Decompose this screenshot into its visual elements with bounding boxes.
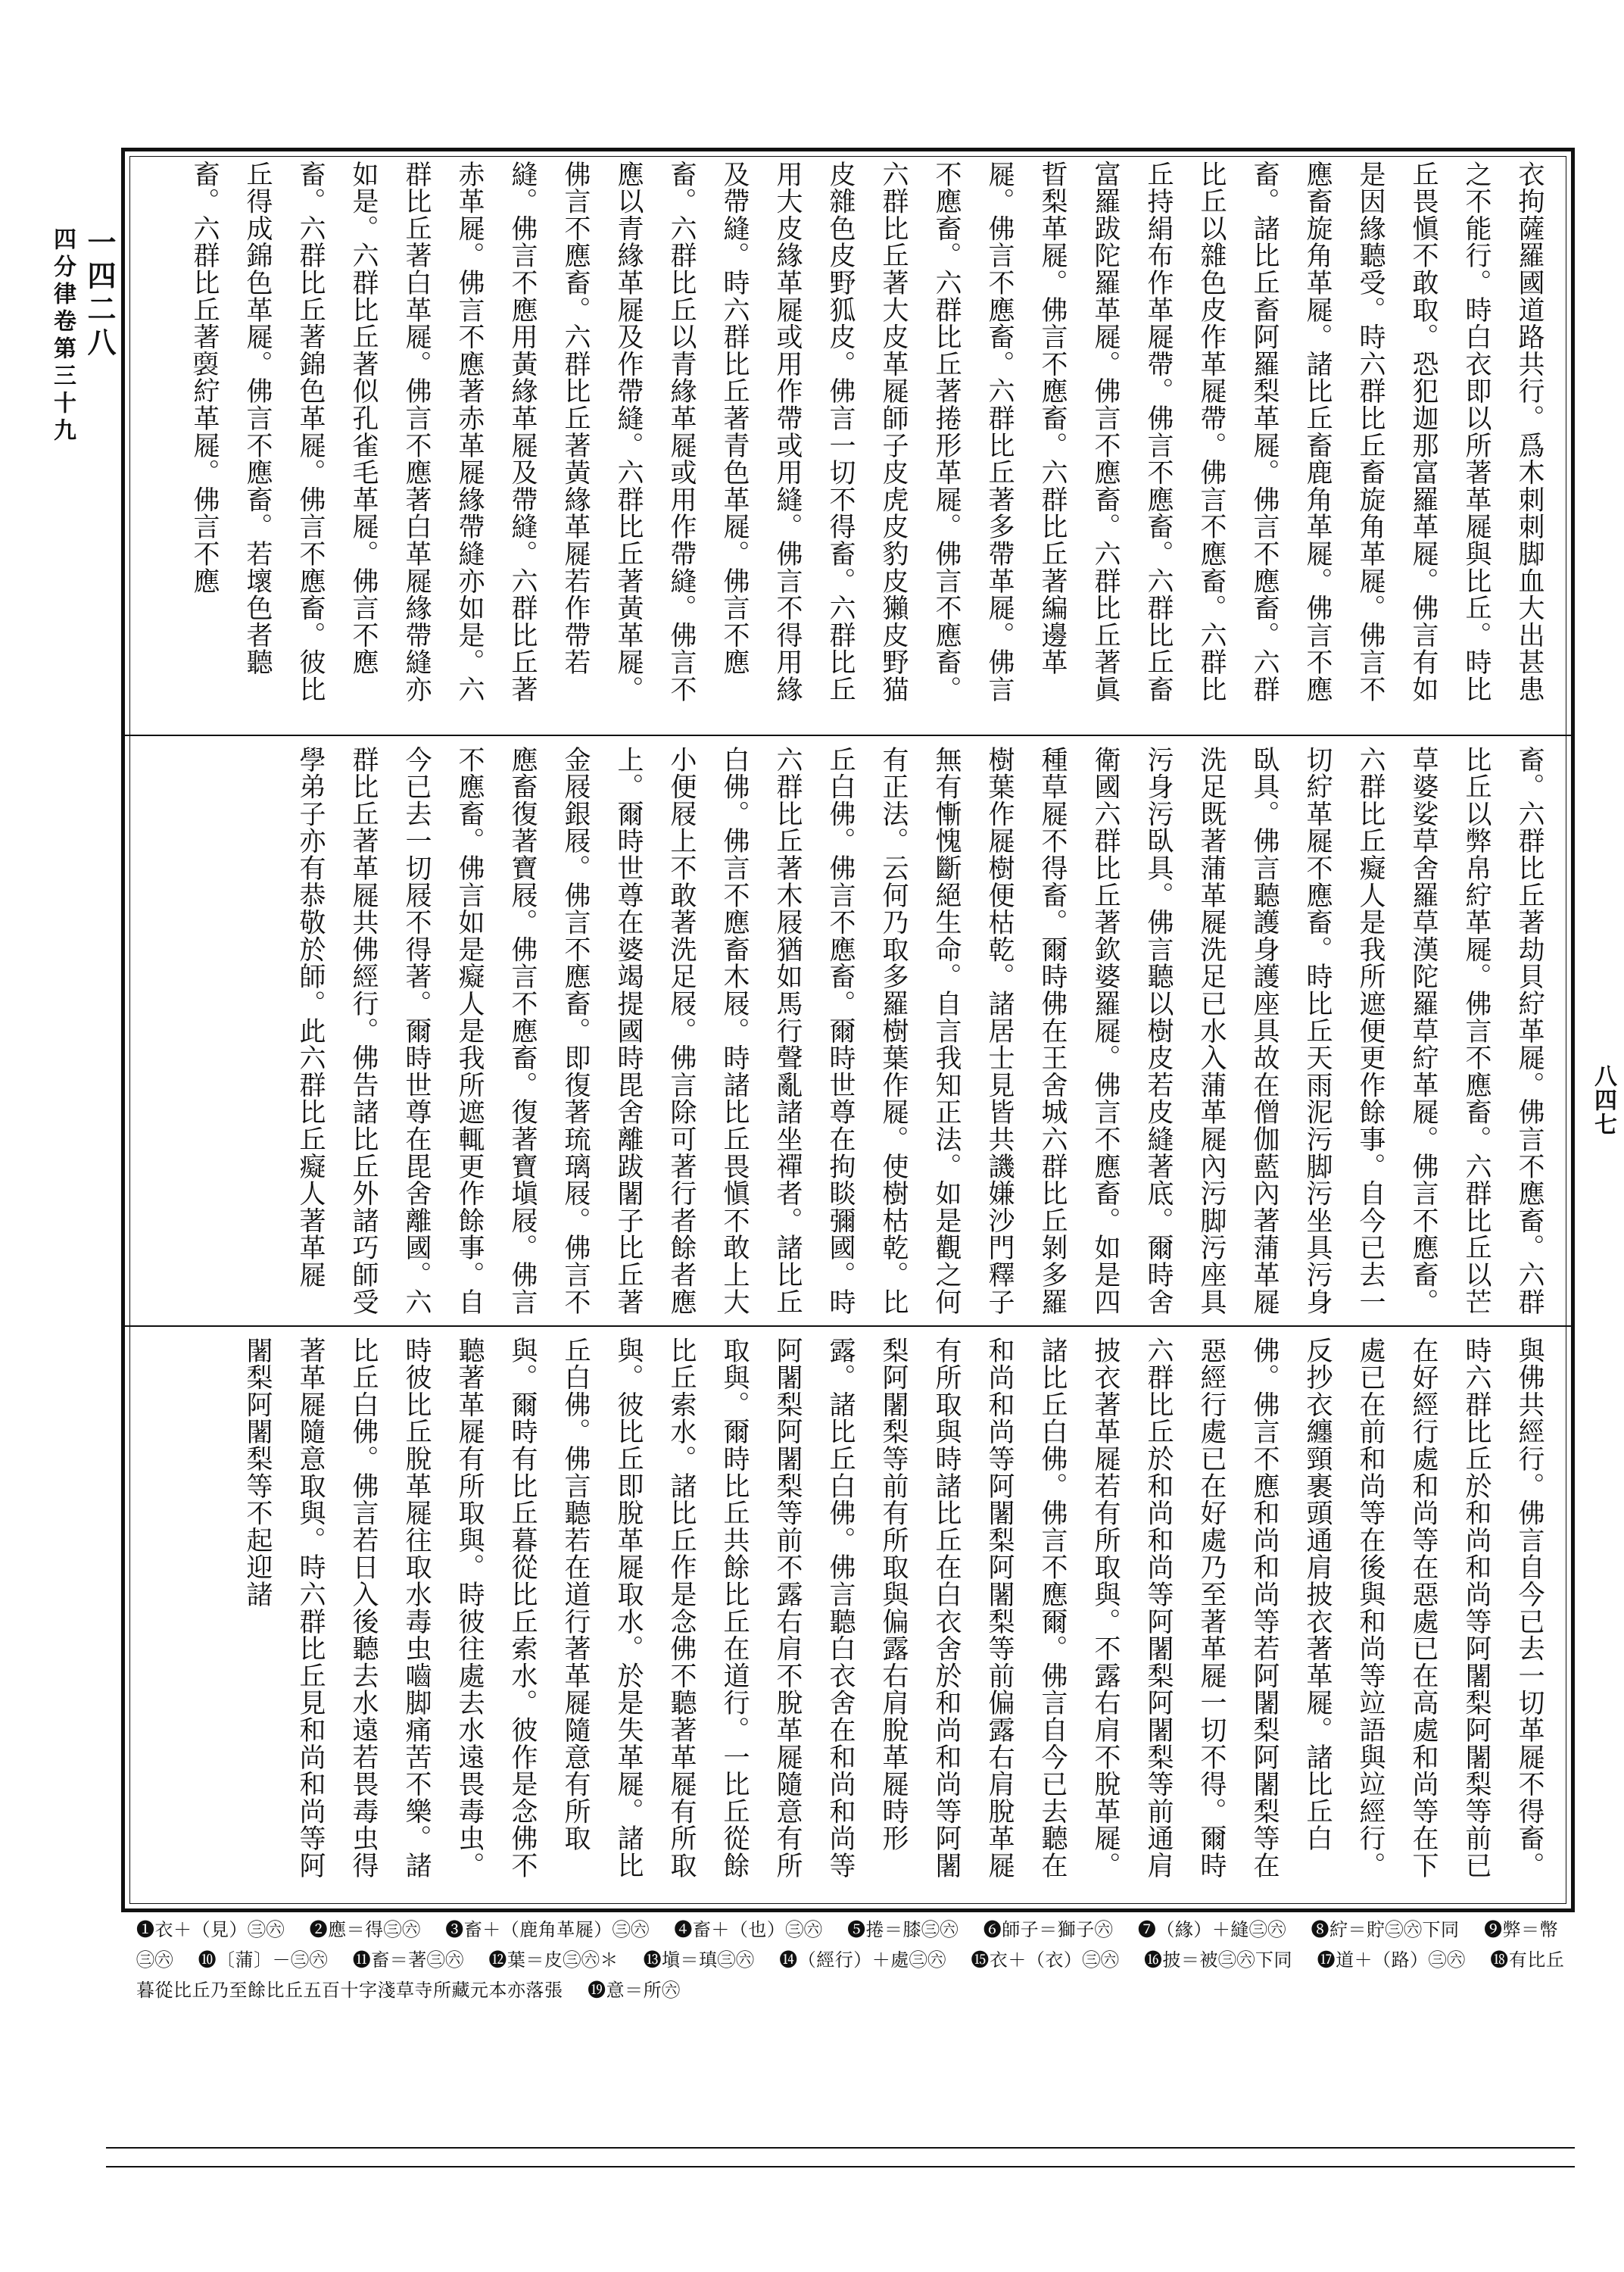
- bottom-rule-1: [106, 2147, 1575, 2149]
- footnote: ❷應＝得㊂㊅: [309, 1919, 421, 1940]
- footnote: ⓭塡＝瑱㊂㊅: [643, 1949, 755, 1971]
- footnote: ⓬葉＝皮㊂㊅＊: [488, 1949, 619, 1971]
- collection-page-number: 八四七: [1590, 1064, 1616, 1137]
- footnote: ❶衣＋（見）㊂㊅: [136, 1919, 285, 1940]
- footnote: ❺捲＝膝㊂㊅: [847, 1919, 959, 1940]
- register-divider-2: [125, 1325, 1571, 1327]
- footnote: ❹畜＋（也）㊂㊅: [674, 1919, 823, 1940]
- page-number: 一四二八: [83, 227, 116, 360]
- footnote: ❼（緣）＋縫㊂㊅: [1137, 1919, 1286, 1940]
- footnote: ⓳意＝所㊅: [588, 1980, 681, 2001]
- footnote: ❻師子＝獅子㊅: [983, 1919, 1114, 1940]
- text-register-middle: 畜。六群比丘著劫貝紵革屣。佛言不應畜。六群比丘以弊帛紵革屣。佛言不應畜。六群比丘以芒草婆娑草舍羅草漢陀羅草紵革屣。佛言不應畜。六群比丘癡人是我所遮便更作餘事。自今已去一切紵革屣不應畜。時比丘天雨泥污脚污坐具污身臥具。佛言聽護身護座具故在僧伽藍內著蒲革屣洗足既著蒲革屣洗足已水入蒲革屣內污脚污座具污身污臥具。佛言聽以樹皮若皮縫著底。爾時舍衛國六群比丘著欽婆羅屣。佛言不應畜。如是四種草屣不得畜。爾時佛在王舍城六群比丘剝多羅樹葉作屣樹便枯乾。諸居士見皆共譏嫌沙門釋子無有慚愧斷絕生命。自言我知正法。如是觀之何有正法。云何乃取多羅樹葉作屣。使樹枯乾。比丘白佛。佛言不應畜。爾時世尊在拘睒彌國。時六群比丘著木屐猶如馬行聲亂諸坐禪者。諸比丘白佛。佛言不應畜木屐。時諸比丘畏愼不敢上大小便屐上不敢著洗足屐。佛言除可著行者餘者應上。爾時世尊在婆竭提國時毘舍離跋闍子比丘著金屐銀屐。佛言不應畜。即復著琉璃屐。佛言不應畜復著寶屐。佛言不應畜。復著寶塡屐。佛言不應畜。佛言如是癡人是我所遮輒更作餘事。自今已去一切屐不得著。爾時世尊在毘舍離國。六群比丘著革屣共佛經行。佛告諸比丘外諸巧師受學弟子亦有恭敬於師。此六群比丘癡人著革屣: [295, 746, 1545, 1315]
- text-register-bottom: 與佛共經行。佛言自今已去一切革屣不得畜。時六群比丘於和尚和尚等阿闍梨阿闍梨等前已在好經行處和尚等在惡處已在高處和尚等在下處已在前和尚等在後與和尚等竝語與竝經行。反抄衣纏頸裹頭通肩披衣著革屣。諸比丘白佛。佛言不應和尚和尚等若阿闍梨阿闍梨等在惡經行處已在好處乃至著革屣一切不得。爾時六群比丘於和尚和尚等阿闍梨阿闍梨等前通肩披衣著革屣若有所取與。不露右肩不脫革屣。諸比丘白佛。佛言不應爾。佛言自今已去聽在和尚和尚等阿闍梨阿闍梨等前偏露右肩脫革屣有所取與時諸比丘在白衣舍於和尚和尚等阿闍梨阿闍梨等前有所取與偏露右肩脫革屣時形露。諸比丘白佛。佛言聽白衣舍在和尚和尚等阿闍梨阿闍梨等前不露右肩不脫革屣隨意有所取與。爾時比丘共餘比丘在道行。一比丘從餘比丘索水。諸比丘作是念佛不聽著革屣有所取與。彼比丘即脫革屣取水。於是失革屣。諸比丘白佛。佛言聽若在道行著革屣隨意有所取與。爾時有比丘暮從比丘索水。彼作是念佛不聽著革屣有所取與。時彼往處去水遠畏毒虫。時彼比丘脫革屣往取水毒虫嚙脚痛苦不樂。諸比丘白佛。佛言若日入後聽去水遠若畏毒虫得著革屣隨意取與。時六群比丘見和尚和尚等阿闍梨阿闍梨等不起迎諸: [242, 1337, 1545, 1879]
- footnote: ⓫畜＝著㊂㊅: [352, 1949, 464, 1971]
- volume-title: 四分律卷第三十九: [49, 227, 76, 445]
- footnote: ❿〔蒲〕－㊂㊅: [198, 1949, 329, 1971]
- register-divider-1: [125, 735, 1571, 736]
- text-register-top: 衣拘薩羅國道路共行。爲木刺刺脚血大出甚患之不能行。時白衣即以所著革屣與比丘。時比丘畏愼不敢取。恐犯迦那富羅革屣。佛言有如是因緣聽受。時六群比丘畜旋角革屣。佛言不應畜旋角革屣。諸比丘畜鹿角革屣。佛言不應畜。諸比丘畜阿羅梨革屣。佛言不應畜。六群比丘以雜色皮作革屣帶。佛言不應畜。六群比丘持絹布作革屣帶。佛言不應畜。六群比丘畜富羅跋陀羅革屣。佛言不應畜。六群比丘著眞晢梨革屣。佛言不應畜。六群比丘著編邊革屣。佛言不應畜。六群比丘著多帶革屣。佛言不應畜。六群比丘著捲形革屣。佛言不應畜。六群比丘著大皮革屣師子皮虎皮豹皮獺皮野猫皮雜色皮野狐皮。佛言一切不得畜。六群比丘用大皮緣革屣或用作帶或用縫。佛言不得用緣及帶縫。時六群比丘著青色革屣。佛言不應畜。六群比丘以青緣革屣或用作帶縫。佛言不應以青緣革屣及作帶縫。六群比丘著黃革屣。佛言不應畜。六群比丘著黃緣革屣若作帶若縫。佛言不應用黃緣革屣及帶縫。六群比丘著赤革屣。佛言不應著赤革屣緣帶縫亦如是。六群比丘著白革屣。佛言不應著白革屣緣帶縫亦如是。六群比丘著似孔雀毛革屣。佛言不應畜。六群比丘著錦色革屣。佛言不應畜。彼比丘得成錦色革屣。佛言不應畜。若壞色者聽畜。六群比丘著𧜟紵革屣。佛言不應: [189, 161, 1545, 703]
- left-margin-header: [45, 227, 120, 445]
- footnote: ❾弊＝幣㊂㊅: [136, 1919, 1559, 1971]
- bottom-rule-2: [106, 2166, 1575, 2167]
- footnote: ❽紵＝貯㊂㊅下同: [1311, 1919, 1460, 1940]
- footnote: ⓲有比丘暮從比丘乃至餘比丘五百十字淺草寺所藏元本亦落張: [136, 1949, 1565, 2001]
- footnote: ⓱道＋（路）㊂㊅: [1317, 1949, 1466, 1971]
- footnote: ⓮（經行）＋處㊂㊅: [779, 1949, 946, 1971]
- footnotes: [136, 1915, 1567, 2005]
- footnote: ⓰披＝被㊂㊅下同: [1143, 1949, 1292, 1971]
- footnote: ❸畜＋（鹿角革屣）㊂㊅: [445, 1919, 650, 1940]
- text-frame: [121, 148, 1575, 1912]
- footnote: ⓯衣＋（衣）㊂㊅: [971, 1949, 1120, 1971]
